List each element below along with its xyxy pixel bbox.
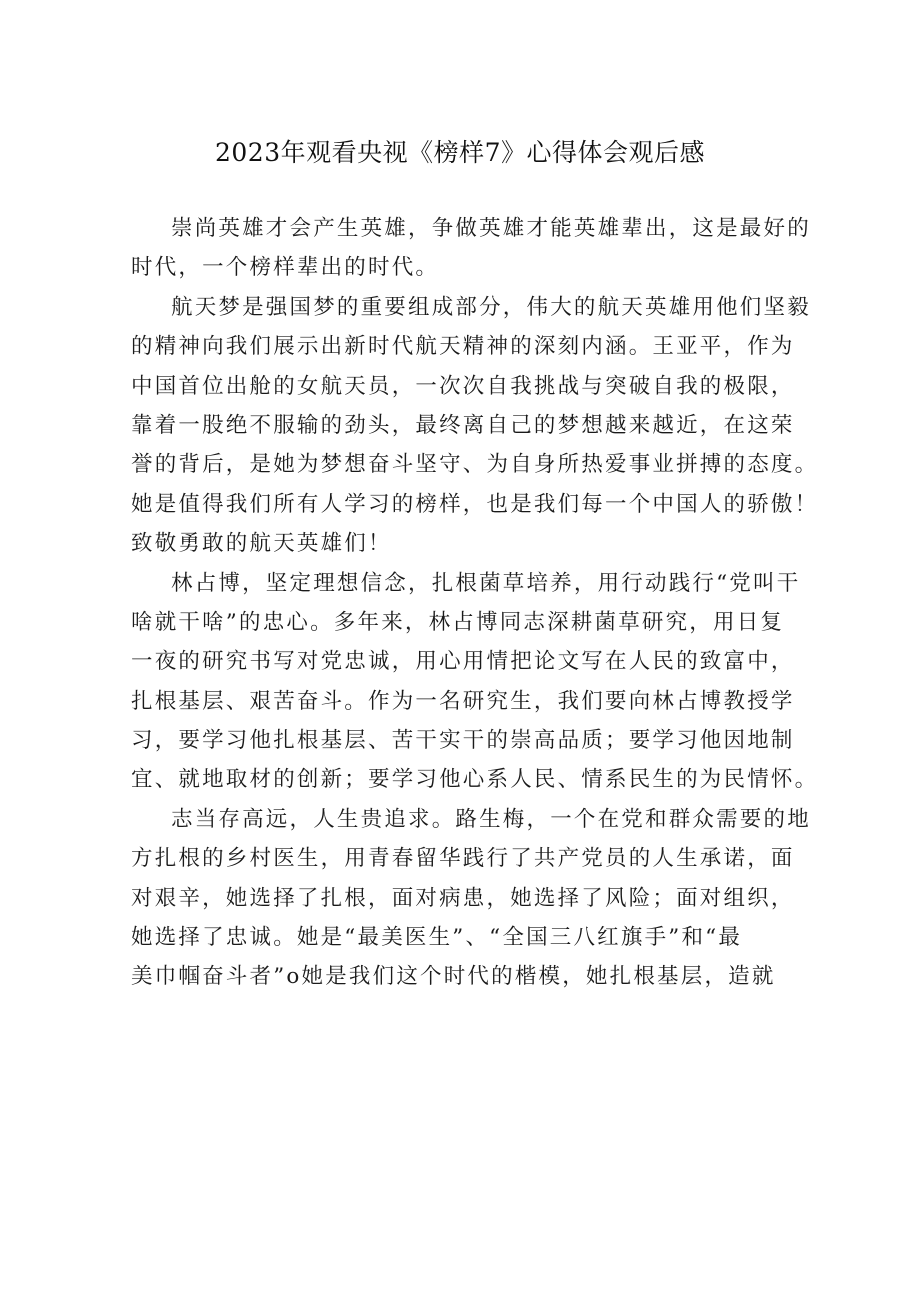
text-line: 她选择了忠诚。她是“最美医生”、“全国三八红旗手”和“最 [131, 925, 743, 951]
text-line: 宜、就地取材的创新；要学习他心系人民、情系民生的为民情怀。 [131, 767, 819, 793]
text-line: 一夜的研究书写对党忠诚，用心用情把论文写在人民的致富中， [131, 649, 795, 675]
text-line: 的精神向我们展示出新时代航天精神的深刻内涵。王亚平，作为 [131, 334, 795, 360]
text-line: 中国首位出舱的女航天员，一次次自我挑战与突破自我的极限， [131, 373, 795, 399]
text-line: 致敬勇敢的航天英雄们！ [131, 531, 392, 557]
document-body [131, 209, 819, 997]
text-line: 誉的背后，是她为梦想奋斗坚守、为自身所热爱事业拼搏的态度。 [131, 452, 819, 478]
text-line: 美巾帼奋斗者”o她是我们这个时代的楷模，她扎根基层，造就 [131, 964, 776, 990]
text-line: 林占博，坚定理想信念，扎根菌草培养，用行动践行“党叫干 [171, 570, 801, 596]
text-line: 靠着一股绝不服输的劲头，最终离自己的梦想越来越近，在这荣 [131, 412, 795, 438]
text-line: 对艰辛，她选择了扎根，面对病患，她选择了风险；面对组织， [131, 885, 795, 911]
text-line: 志当存高远，人生贵追求。路生梅，一个在党和群众需要的地 [171, 806, 811, 832]
text-line: 崇尚英雄才会产生英雄，争做英雄才能英雄辈出，这是最好的 [171, 216, 811, 241]
document-title: 2023年观看央视《榜样7》心得体会观后感 [214, 138, 706, 167]
text-line: 她是值得我们所有人学习的榜样，也是我们每一个中国人的骄傲！ [131, 491, 819, 517]
text-line: 扎根基层、艰苦奋斗。作为一名研究生，我们要向林占博教授学 [131, 688, 795, 714]
text-line: 习，要学习他扎根基层、苦干实干的崇高品质；要学习他因地制 [131, 728, 795, 754]
text-line: 啥就干啥”的忠心。多年来，林占博同志深耕菌草研究，用日复 [131, 609, 785, 635]
text-line: 时代，一个榜样辈出的时代。 [131, 255, 440, 281]
text-line: 方扎根的乡村医生，用青春留华践行了共产党员的人生承诺，面 [131, 846, 795, 872]
text-line: 航天梦是强国梦的重要组成部分，伟大的航天英雄用他们坚毅 [171, 294, 811, 320]
